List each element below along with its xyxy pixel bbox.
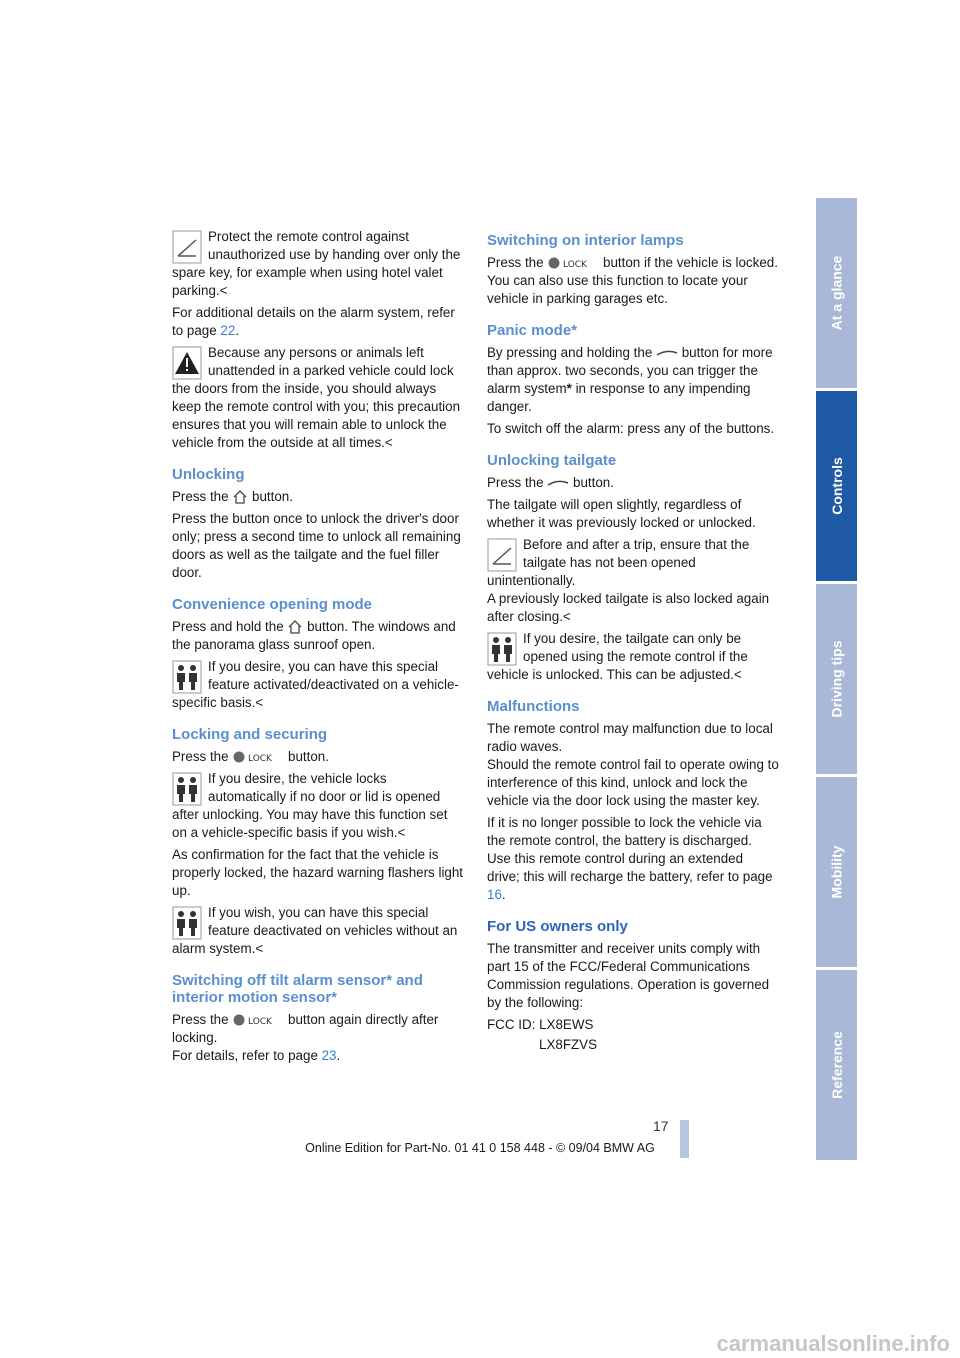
section-heading: Malfunctions [487,698,580,715]
section-heading: Unlocking [172,466,245,483]
watermark: carmanualsonline.info [716,1331,950,1356]
warning-text: Because any persons or animals left unattended in a parked vehicle could lock the doors from the inside, you should always keep the remote control with you; this precaution ensures that you will remain able to unlock the vehicle from the outside at all times. [172,345,461,450]
paragraph: As confirmation for the fact that the vehicle is properly locked, the hazard warning flashers light up. [172,847,464,898]
page-link[interactable]: 23 [321,1048,337,1063]
page-link[interactable]: 16 [487,887,502,902]
section-heading: Locking and securing [172,726,328,743]
page-link[interactable]: 22 [220,323,236,338]
tab-mobility[interactable]: Mobility [816,777,857,967]
note-block: Before and after a trip, ensure that the tailgate has not been opened unintentionally. A previously locked tailgate is also locked again after closing.< [487,537,770,624]
note-block [172,228,464,300]
page-number: 17 [653,1118,669,1134]
lock-button-icon [232,750,284,764]
section-heading: Switching on interior lamps [487,232,684,249]
svg-text:LOCK: LOCK [248,1017,273,1028]
tab-reference[interactable]: Reference [816,970,857,1160]
tab-at-a-glance[interactable]: At a glance [816,198,857,388]
paragraph: Press the button once to unlock the driver's door only; press a second time to unlock all remaining doors as well as the tailgate and the fuel filler door. [172,511,461,580]
section-heading: Unlocking tailgate [487,452,617,469]
section-heading: Panic mode* [487,322,578,339]
service-people-icon [172,660,202,694]
service-note: If you desire, the tailgate can only be opened using the remote control if the vehicle is unlocked. This can be adjusted.< [487,631,748,682]
lock-button-icon [232,1013,284,1027]
service-people-icon [172,906,202,940]
note-arrow-icon [172,230,202,264]
lock-button-icon [547,256,599,270]
section-heading: For US owners only [487,918,628,935]
note-arrow-icon [487,538,517,572]
paragraph: The tailgate will open slightly, regardless of whether it was previously locked or unlocked. [487,497,756,530]
footer-text: Online Edition for Part-No. 01 41 0 158 448 - © 09/04 BMW AG [305,1141,655,1155]
end-mark: < [219,283,228,298]
section-heading: Switching off tilt alarm sensor* and interior motion sensor* [172,972,423,1006]
section-heading: Convenience opening mode [172,596,373,613]
fcc-id-2: LX8FZVS [539,1037,598,1052]
unlock-house-icon [232,489,248,505]
service-people-icon [487,632,517,666]
tab-driving-tips[interactable]: Driving tips [816,584,857,774]
tailgate-icon [656,348,678,358]
service-note: If you desire, you can have this special feature activated/deactivated on a vehicle-specific basis.< [172,659,459,710]
svg-text:LOCK: LOCK [563,260,588,271]
right-column: Switching on interior lamps Press the LOCK button if the vehicle is locked. You can also use this function to locate your vehicle in parking garages etc. Panic mode* By pressing and holding the button for more than approx. two seconds, you can trigger the alarm system* in response to any impending danger. To switch off the alarm: press any of the buttons. Unlocking tailgate Press the button. The tailgate will open slightly, regardless of whether it was previously locked or unlocked. Before and after a trip, ensure that the tailgate has not been opened unintentionally. A previously locked tailgate is also locked again after closing.< If you desire, the tailgate can only be opened using the remote control if the vehicle is unlocked. This can be adjusted.< Malfunctions The remote control may malfunction due to local radio waves. Should the remote control fail to operate owing to interference of this kind, unlock and lock the vehicle via the door lock using the master key. If it is no longer possible to lock the vehicle via the remote control, the battery is discharged. Use this remote control during an extended drive; this will recharge the battery, refer to page 16. For US owners only The transmitter and receiver units comply with part 15 of the FCC/Federal Communications Commission regulations. Operation is governed by the following: FCC ID: LX8EWS LX8FZVS [487,232,779,1052]
note-text: Protect the remote control against unauthorized use by handing over only the spare key, for example when using hotel valet parking. [172,229,461,298]
service-people-icon [172,772,202,806]
service-note: If you desire, the vehicle locks automatically if no door or lid is opened after unlocking. You may have this function set on a vehicle-specific basis if you wish.< [172,771,448,840]
tab-controls[interactable]: Controls [816,391,857,581]
warning-icon [172,346,202,380]
warning-block: Because any persons or animals left unattended in a parked vehicle could lock the doors from the inside, you should always keep the remote control with you; this precaution ensures that you will remain able to unlock the vehicle from the outside at all times.< [172,345,461,450]
paragraph: For additional details on the alarm system, refer to page [172,305,455,338]
paragraph: The transmitter and receiver units comply with part 15 of the FCC/Federal Communications Commission regulations. Operation is governed by the following: [487,941,770,1010]
paragraph: To switch off the alarm: press any of the buttons. [487,421,775,436]
fcc-id: FCC ID: LX8EWS [487,1017,594,1032]
left-column: Protect the remote control against unauthorized use by handing over only the spare key, for example when using hotel valet parking.< For additional details on the alarm system, refer to page 22. Because any persons or animals left unattended in a parked vehicle could lock the doors from the inside, you should always keep the remote control with you; this precaution ensures that you will remain able to unlock the vehicle from the outside at all times.< Unlocking Press the button. Press the button once to unlock the driver's door only; press a second time to unlock all remaining doors as well as the tailgate and the fuel filler door. Convenience opening mode Press and hold the button. The windows and the panorama glass sunroof open. If you desire, you can have this special feature activated/deactivated on a vehicle-specific basis.< Locking and securing Press the LOCK button. If you desire, the vehicle locks automatically if no door or lid is opened after unlocking. You may have this function set on a vehicle-specific basis if you wish.< As confirmation for the fact that the vehicle is properly locked, the hazard warning flashers light up. If you wish, you can have this special feature deactivated on vehicles without an alarm system.< Switching off tilt alarm sensor* and interior motion sensor* Press the LOCK button again directly after locking. For details, refer to page 23. [172,229,464,1063]
svg-text:LOCK: LOCK [248,754,273,765]
unlock-house-icon [287,619,303,635]
tailgate-icon [547,478,569,488]
service-note: If you wish, you can have this special feature deactivated on vehicles without an alarm system.< [172,905,458,956]
